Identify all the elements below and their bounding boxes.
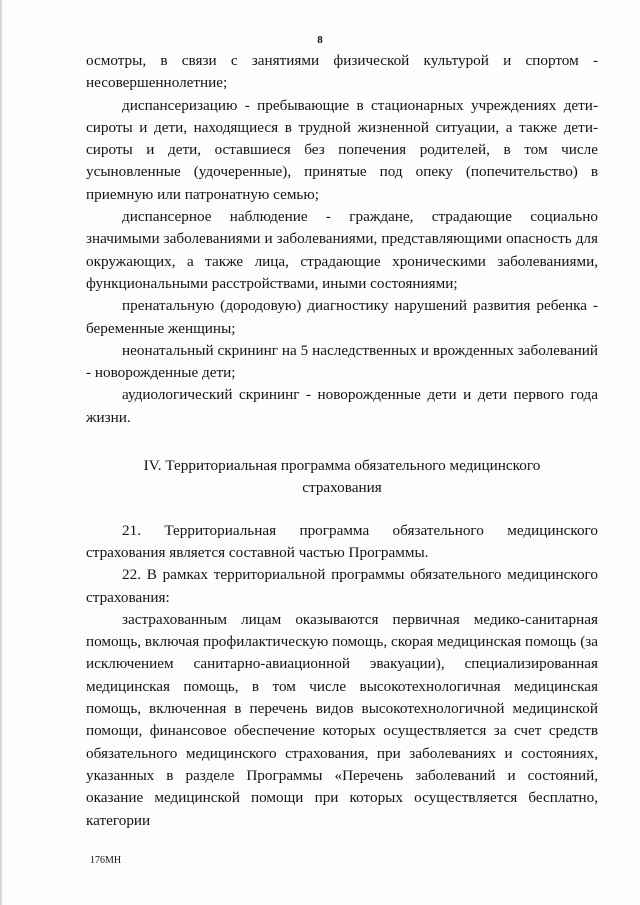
section-heading-line2: страхования <box>302 479 382 497</box>
paragraph-insured-persons: застрахованным лицам оказываются первичная медико-санитарная помощь, включая профилактическую помощь, скорая медицинская помощь (за исключением санитарно-авиационной эвакуации), специализированная медицинская помощь, в том числе высокотехнологичная медицинская помощь, включенная в перечень видов высокотехнологичной медицинской помощи, финансовое обеспечение которых осуществляется за счет средств обязательного медицинского страхования, при заболеваниях и состояниях, указанных в разделе Программы «Перечень заболеваний и состояний, оказание медицинской помощи при которых осуществляется бесплатно, категории <box>86 610 598 829</box>
section-heading <box>86 455 598 500</box>
paragraph-neonatal-screening: неонатальный скрининг на 5 наследственных и врожденных заболеваний - новорожденные дети; <box>86 341 598 382</box>
scan-edge <box>0 0 2 905</box>
paragraph-dispensary-observation: диспансерное наблюдение - граждане, страдающие социально значимыми заболеваниями и заболеваниями, представляющими опасность для окружающих, а также лица, страдающие хроническими заболеваниями, функциональными расстройствами, иными состояниями; <box>86 208 598 292</box>
paragraph-audiological-screening: аудиологический скрининг - новорожденные дети и дети первого года жизни. <box>86 386 598 426</box>
paragraph-dispanserization: диспансеризацию - пребывающие в стационарных учреждениях дети-сироты и дети, находящиеся в трудной жизненной ситуации, а также дети-сироты и дети, оставшиеся без попечения родителей, в том числе усыновленные (удочеренные), принятые под опеку (попечительство) в приемную или патронатную семью; <box>86 96 598 203</box>
document-code: 176МН <box>90 855 122 866</box>
page-number: 8 <box>317 34 323 46</box>
page-body <box>86 50 598 832</box>
paragraph-clause-22: 22. В рамках территориальной программы обязательного медицинского страхования: <box>86 566 598 606</box>
paragraph-clause-21: 21. Территориальная программа обязательного медицинского страхования является составной частью Программы. <box>86 521 598 561</box>
paragraph-prenatal-diagnostics: пренатальную (дородовую) диагностику нарушений развития ребенка - беременные женщины; <box>86 297 598 337</box>
paragraph-medical-exams: осмотры, в связи с занятиями физической культурой и спортом - несовершеннолетние; <box>86 52 598 92</box>
section-heading-line1: IV. Территориальная программа обязательного медицинского <box>143 457 541 475</box>
